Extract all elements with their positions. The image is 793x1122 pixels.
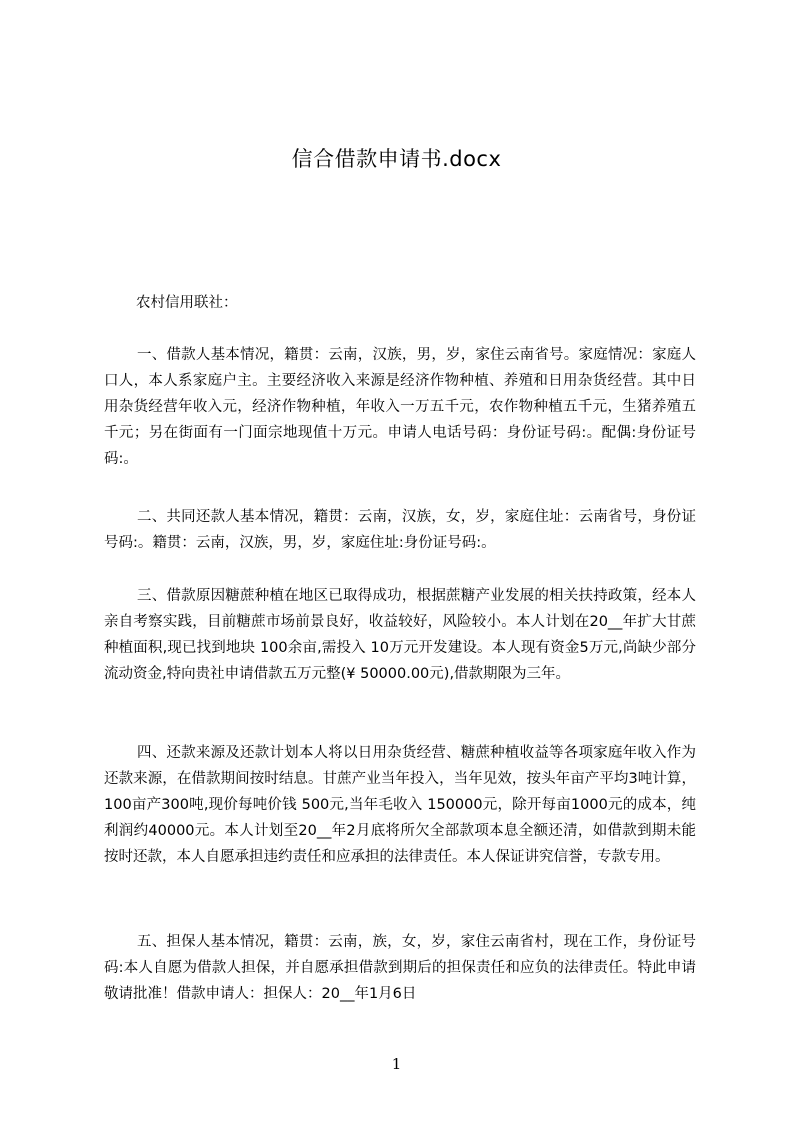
document-title: 信合借款申请书.docx xyxy=(291,147,502,171)
paragraph-guarantor-info xyxy=(104,929,696,1007)
salutation: 农村信用联社： xyxy=(136,295,238,311)
paragraph-text: 四、还款来源及还款计划本人将以日用杂货经营、糖蔗种植收益等各项家庭年收入作为还款来源，在借款期间按时结息。甘蔗产业当年投入，当年见效，按头年亩产平均3吨计算，100亩产300吨,现价每吨价钱 500元,当年毛收入 150000元，除开每亩1000元的成本，纯利润约40000元。本人计划至20__年2月底将所欠全部款项本息全额还清，如借款到期未能按时还款，本人自愿承担违约责任和应承担的法律责任。本人保证讲究信誉，专款专用。 xyxy=(104,745,696,865)
page-number: 1 xyxy=(391,1055,402,1073)
paragraph-text: 五、担保人基本情况，籍贯：云南，族，女，岁，家住云南省村，现在工作，身份证号码:本人自愿为借款人担保，并自愿承担借款到期后的担保责任和应负的法律责任。特此申请敬请批准！借款申请人：担保人：20__年1月6日 xyxy=(104,934,696,1002)
paragraph-repayment-plan xyxy=(104,740,696,870)
paragraph-borrower-info xyxy=(104,342,696,472)
paragraph-co-repayer-info xyxy=(104,504,696,556)
paragraph-text: 一、借款人基本情况，籍贯：云南，汉族，男，岁，家住云南省号。家庭情况：家庭人口人，本人系家庭户主。主要经济收入来源是经济作物种植、养殖和日用杂货经营。其中日用杂货经营年收入元，经济作物种植，年收入一万五千元，农作物种植五千元，生猪养殖五千元；另在街面有一门面宗地现值十万元。申请人电话号码：身份证号码:。配偶:身份证号码:。 xyxy=(104,347,696,467)
paragraph-loan-reason xyxy=(104,583,696,687)
paragraph-text: 三、借款原因糖蔗种植在地区已取得成功，根据蔗糖产业发展的相关扶持政策，经本人亲自考察实践，目前糖蔗市场前景良好，收益较好，风险较小。本人计划在20__年扩大甘蔗种植面积,现已找到地块 100余亩,需投入 10万元开发建设。本人现有资金5万元,尚缺少部分流动资金,特向贵社申请借款五万元整(¥ 50000.00元),借款期限为三年。 xyxy=(104,588,696,682)
paragraph-text: 二、共同还款人基本情况，籍贯：云南，汉族，女，岁，家庭住址：云南省号，身份证号码:。籍贯：云南，汉族，男，岁，家庭住址:身份证号码:。 xyxy=(104,509,696,551)
